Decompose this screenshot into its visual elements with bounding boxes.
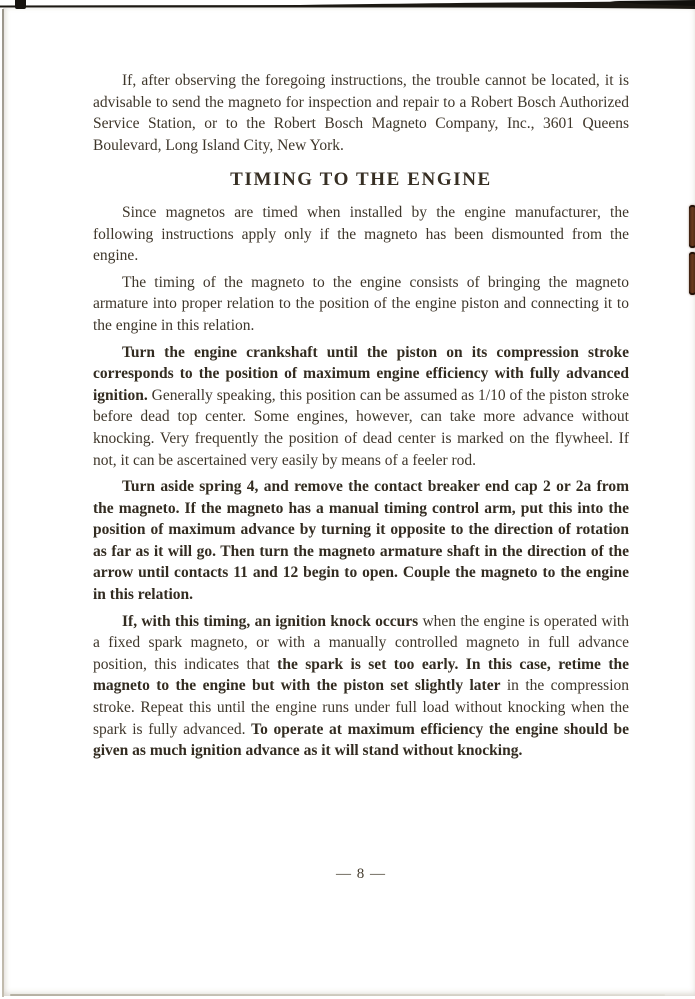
section-heading: TIMING TO THE ENGINE [230,169,492,191]
text-segment: Generally speaking, this position can be assumed as 1/10 of the piston stroke before dead top center. Some engines, however, can take more advance without knocking. Very frequently the position of dead center is marked on the flywheel. If not, it can be ascertained very easily by means of a feeler rod. [93,386,629,469]
paragraph-spring-instruction [93,476,629,606]
page-number: — 8 — [336,866,386,882]
page-content [93,70,629,767]
text-segment: when the engine is operated with a fixed spark magneto, or with a manually controlled magneto in full advance position, this indicates that [93,612,629,673]
paragraph-timing-intro [93,202,629,267]
text-segment: Turn the engine crankshaft until the piston on its compression stroke corresponds to the position of maximum engine efficiency with fully advanced ignition. [93,343,629,404]
paragraph-knock-advice [93,611,629,762]
text-segment: If, after observing the foregoing instructions, the trouble cannot be located, it is advisable to send the magneto for inspection and repair to a Robert Bosch Authorized Service Station, or to the Robert Bosch Magneto Company, Inc., 3601 Queens Boulevard, Long Island City, New York. [93,72,629,154]
text-segment: To operate at maximum efficiency the engine should be given as much ignition advance as it will stand without knocking. [93,720,629,760]
staple-mark-top [689,205,695,248]
text-segment: If, with this timing, an ignition knock occurs [122,612,419,630]
staple-mark-bottom [689,252,695,295]
scan-edge-top [0,0,695,14]
text-segment: Since magnetos are timed when installed by the engine manufacturer, the following instructions apply only if the magneto has been dismounted from the engine. [93,203,629,265]
paragraph-timing-definition [93,272,629,337]
text-segment: Turn aside spring 4, and remove the contact breaker end cap 2 or 2a from the magneto. If the magneto has a manual timing control arm, put this into the position of maximum advance by turning it opposite to the direction of rotation as far as it will go. Then turn the magneto armature shaft in the direction of the arrow until contacts 11 and 12 begin to open. Couple the magneto to the engine in this relation. [93,478,629,604]
scan-edge-left [2,9,4,997]
text-segment: The timing of the magneto to the engine consists of bringing the magneto armature into proper relation to the position of the engine piston and connecting it to the engine in this relation. [93,273,629,334]
paragraph-crankshaft-instruction [93,342,629,472]
scan-corner-mark [15,0,26,9]
text-segment: in the compression stroke. Repeat this until the engine runs under full load without knocking when the spark is fully advanced. [93,677,629,738]
scan-edge-bottom [10,994,665,996]
text-segment: the spark is set too early. In this case, retime the magneto to the engine but with the piston set slightly later [93,655,630,695]
paragraph-service-info [93,70,629,156]
